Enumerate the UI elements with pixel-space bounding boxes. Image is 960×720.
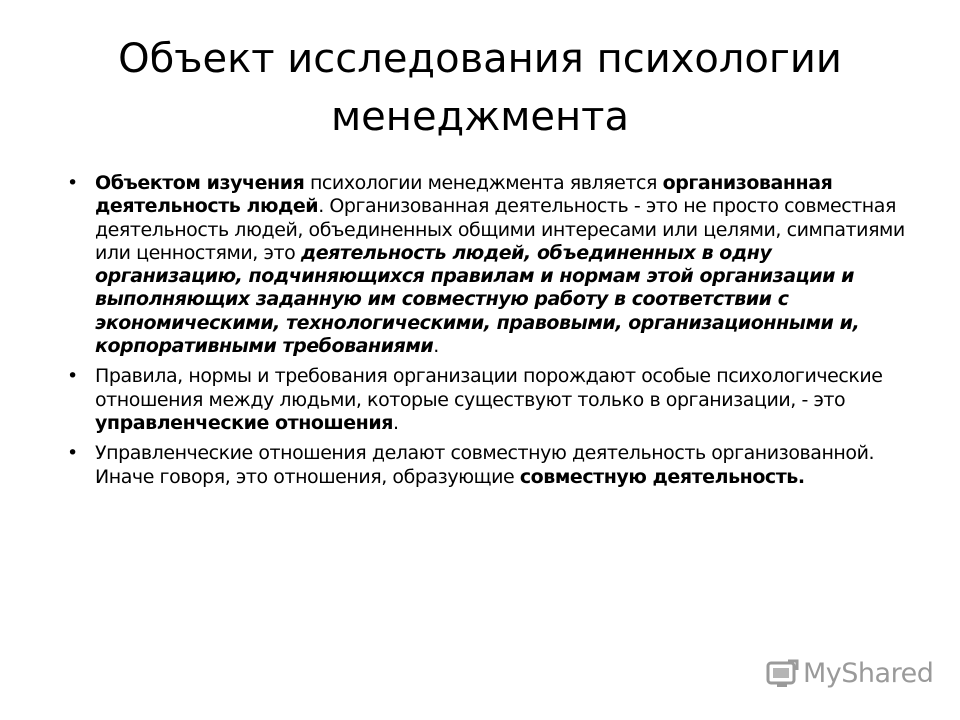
slide-title-line-1: Объект исследования психологии — [118, 36, 842, 82]
body-text: психологии менеджмента является — [304, 172, 663, 194]
body-text: Управленческие отношения делают совместную деятельность организованной. Иначе говоря, это отношения, образующие — [95, 442, 875, 488]
myshared-watermark — [766, 655, 933, 691]
bold-text: Объектом изучения — [95, 172, 305, 194]
bold-text: совместную деятельность. — [519, 465, 805, 488]
bold-italic-text: деятельность людей, объединенных в одну организацию, подчиняющихся правилам и нормам этой организации и выполняющих заданную им совместную работу в соответствии с экономическими, технологическими, правовыми, организационными и, корпоративными требованиями — [95, 241, 860, 358]
body-text: . — [392, 411, 399, 434]
body-text: Правила, нормы и требования организации порождают особые психологические отношения между людьми, которые существуют только в организации, - это — [95, 365, 883, 411]
bullet-marker: • — [67, 442, 78, 465]
bullet-item-3 — [67, 442, 915, 489]
bullet-item-2 — [67, 365, 915, 435]
bullet-item-1 — [67, 172, 915, 358]
bold-text: организованная деятельность людей — [95, 172, 833, 218]
bullet-marker: • — [67, 365, 78, 388]
watermark-text: MyShared — [803, 657, 934, 689]
myshared-logo-icon — [766, 657, 800, 689]
bullet-marker: • — [67, 172, 78, 194]
slide-title — [60, 30, 900, 146]
body-text: . Организованная деятельность - это не просто совместная деятельность людей, объединенных общими интересами или целями, симпатиями или ценностями, это — [95, 195, 905, 264]
body-text: . — [433, 335, 439, 358]
bold-text: управленческие отношения — [95, 411, 393, 434]
bullet-list — [67, 172, 915, 496]
slide-title-line-2: менеджмента — [331, 94, 629, 140]
